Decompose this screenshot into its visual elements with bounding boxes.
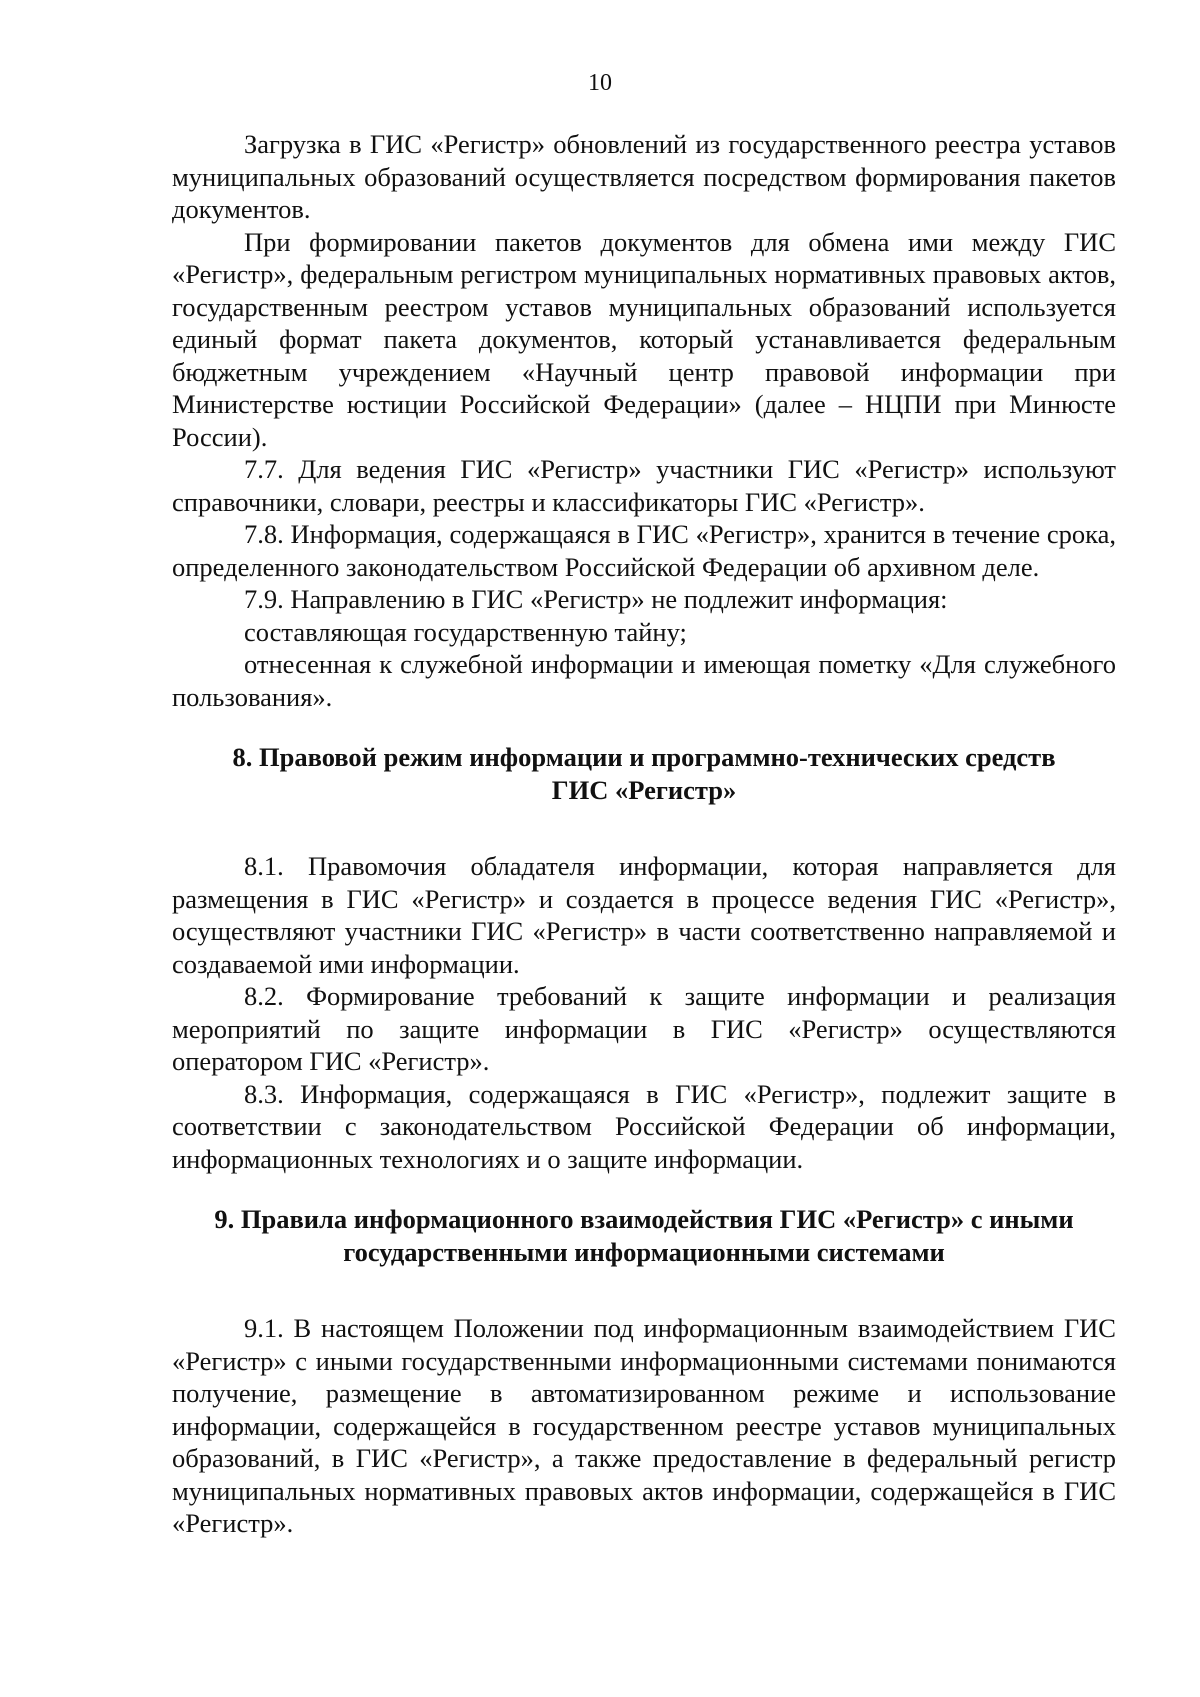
section-9-heading-line-2: государственными информационными системами: [343, 1236, 945, 1267]
page-number: 10: [588, 70, 612, 96]
spacer: [172, 806, 1116, 850]
spacer: [172, 1268, 1116, 1312]
paragraph-9-1: 9.1. В настоящем Положении под информационным взаимодействием ГИС «Регистр» с иными государственными информационными системами понимаются получение, размещение в автоматизированном режиме и использование информации, содержащейся в государственном реестре уставов муниципальных образований, в ГИС «Регистр», а также предоставление в федеральный регистр муниципальных нормативных правовых актов информации, содержащейся в ГИС «Регистр».: [172, 1313, 1116, 1538]
paragraph-registry-updates: Загрузка в ГИС «Регистр» обновлений из государственного реестра уставов муниципальных образований осуществляется посредством формирования пакетов документов.: [172, 129, 1116, 224]
paragraph-8-1: 8.1. Правомочия обладателя информации, которая направляется для размещения в ГИС «Регистр» и создается в процессе ведения ГИС «Регистр», осуществляют участники ГИС «Регистр» в части соответственно направляемой и создаваемой ими информации.: [172, 851, 1116, 979]
section-9-heading-line-1: 9. Правила информационного взаимодействия ГИС «Регистр» с иными: [214, 1204, 1074, 1234]
document-body: [172, 128, 1116, 1540]
paragraph-8-3: 8.3. Информация, содержащаяся в ГИС «Регистр», подлежит защите в соответствии с законодательством Российской Федерации об информации, информационных технологиях и о защите информации.: [172, 1078, 1116, 1174]
paragraph-document-packages: При формировании пакетов документов для обмена ими между ГИС «Регистр», федеральным регистром муниципальных нормативных правовых актов, государственным реестром уставов муниципальных образований используется единый формат пакета документов, который устанавливается федеральным бюджетным учреждением «Научный центр правовой информации при Министерстве юстиции Российской Федерации» (далее – НЦПИ при Минюсте России).: [172, 226, 1116, 452]
paragraph-state-secret: составляющая государственную тайну;: [244, 616, 687, 647]
paragraph-7-7: 7.7. Для ведения ГИС «Регистр» участники ГИС «Регистр» используют справочники, словари, реестры и классификаторы ГИС «Регистр».: [172, 454, 1116, 517]
paragraph-7-9: 7.9. Направлению в ГИС «Регистр» не подлежит информация:: [244, 584, 948, 614]
paragraph-8-2: 8.2. Формирование требований к защите информации и реализация мероприятий по защите информации в ГИС «Регистр» осуществляются оператором ГИС «Регистр».: [172, 981, 1116, 1076]
spacer: [172, 713, 1116, 741]
section-9-heading: [172, 1203, 1116, 1268]
section-8-heading-line-1: 8. Правовой режим информации и программно-технических средств: [232, 742, 1056, 772]
section-8-heading: [172, 741, 1116, 806]
paragraph-7-8: 7.8. Информация, содержащаяся в ГИС «Регистр», хранится в течение срока, определенного законодательством Российской Федерации об архивном деле.: [172, 519, 1116, 582]
spacer: [172, 1175, 1116, 1203]
section-8-heading-line-2: ГИС «Регистр»: [551, 774, 737, 805]
paragraph-official-use: отнесенная к служебной информации и имеющая пометку «Для служебного пользования».: [172, 649, 1116, 712]
